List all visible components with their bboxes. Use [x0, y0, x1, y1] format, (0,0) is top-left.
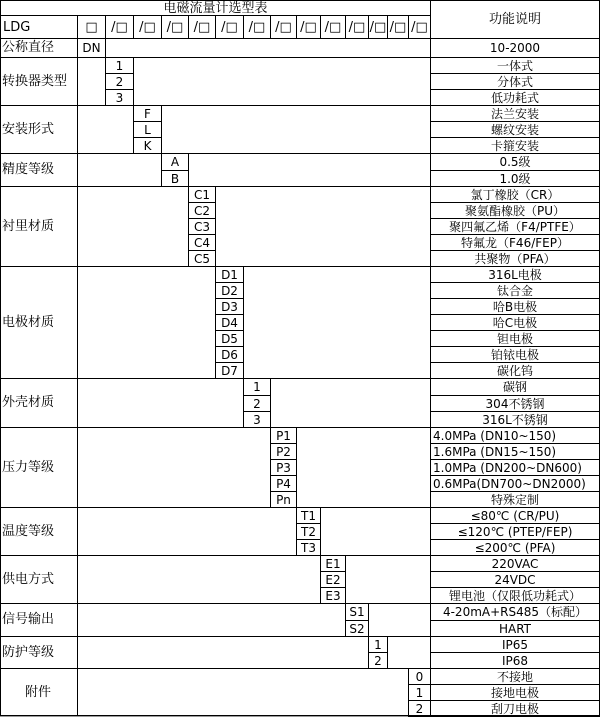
category-label: 安装形式 — [2, 121, 55, 137]
option-code-cell: D5 — [215, 330, 244, 347]
option-code-cell: E1 — [320, 555, 346, 572]
category-separator — [0, 555, 431, 556]
option-code-cell: 3 — [243, 411, 271, 428]
model-box-cell: /□ — [270, 15, 297, 39]
option-desc-cell: 共聚物（PFA） — [430, 250, 600, 267]
option-desc-cell: 卡箍安装 — [430, 137, 600, 154]
option-desc-cell: ≤200℃ (PFA) — [430, 539, 600, 556]
option-desc-cell: ≤80℃ (CR/PU) — [430, 507, 600, 524]
option-code-cell: D7 — [215, 362, 244, 379]
option-desc-cell: IP68 — [430, 652, 600, 669]
option-code-cell: P1 — [270, 427, 297, 444]
option-code-cell: B — [161, 170, 189, 187]
option-code-cell: D2 — [215, 282, 244, 299]
model-box-cell: /□ — [243, 15, 271, 39]
option-code-cell: S2 — [345, 620, 369, 637]
option-desc-cell: 接地电极 — [430, 684, 600, 701]
option-code-cell: P4 — [270, 475, 297, 492]
option-code-cell: Pn — [270, 491, 297, 508]
category-label: 外壳材质 — [2, 394, 55, 410]
model-box-cell: /□ — [345, 15, 369, 39]
option-desc-cell: 0.6MPa(DN700~DN2000) — [430, 475, 600, 492]
model-box-cell: /□ — [368, 15, 388, 39]
option-desc-cell: 4-20mA+RS485（标配） — [430, 603, 600, 621]
option-desc-cell: 钽电极 — [430, 330, 600, 347]
model-box-cell: /□ — [133, 15, 162, 39]
option-desc-cell: 10-2000 — [430, 38, 600, 58]
option-desc-cell: 铂铱电极 — [430, 346, 600, 363]
option-desc-cell: 锂电池（仅限低功耗式） — [430, 587, 600, 604]
option-desc-cell: 24VDC — [430, 571, 600, 588]
function-header: 功能说明 — [430, 0, 600, 39]
category-label: 信号输出 — [2, 611, 55, 627]
option-code-cell: C3 — [188, 218, 216, 235]
model-box-cell: /□ — [387, 15, 409, 39]
option-code-cell: 1 — [408, 684, 431, 701]
option-desc-cell: 316L不锈钢 — [430, 411, 600, 428]
option-code-cell: T2 — [296, 523, 321, 540]
option-code-cell: E2 — [320, 571, 346, 588]
option-desc-cell: 哈C电极 — [430, 314, 600, 331]
category-separator — [0, 57, 431, 58]
option-code-cell: 2 — [368, 652, 388, 669]
option-code-cell: S1 — [345, 603, 369, 621]
option-code-cell: 2 — [243, 395, 271, 412]
model-box-cell: /□ — [296, 15, 321, 39]
category-label: 精度等级 — [2, 161, 55, 177]
option-code-cell: C4 — [188, 234, 216, 251]
model-prefix: LDG — [0, 15, 78, 39]
option-code-cell: 0 — [408, 668, 431, 685]
category-separator — [0, 153, 431, 154]
option-desc-cell: HART — [430, 620, 600, 637]
model-box-cell: /□ — [161, 15, 189, 39]
model-box-cell: /□ — [105, 15, 134, 39]
category-label: 公称直径 — [2, 40, 55, 55]
option-desc-cell: 低功耗式 — [430, 89, 600, 106]
option-desc-cell: 1.6MPa (DN15~150) — [430, 443, 600, 460]
option-desc-cell: 1.0级 — [430, 170, 600, 187]
category-separator — [0, 105, 431, 106]
option-code-cell: K — [133, 137, 162, 154]
option-desc-cell: 不接地 — [430, 668, 600, 685]
option-code-cell: 1 — [368, 636, 388, 653]
category-separator — [0, 636, 431, 637]
category-label: 附件 — [24, 684, 51, 700]
option-desc-cell: 碳化钨 — [430, 362, 600, 379]
option-desc-cell: 哈B电极 — [430, 298, 600, 315]
option-desc-cell: 1.0MPa (DN200~DN600) — [430, 459, 600, 476]
option-desc-cell: 316L电极 — [430, 266, 600, 283]
function-column-border — [430, 0, 431, 716]
category-label: 防护等级 — [2, 644, 55, 660]
option-code-cell: C1 — [188, 186, 216, 203]
option-code-cell: D3 — [215, 298, 244, 315]
category-separator — [0, 378, 431, 379]
option-code-cell: T3 — [296, 539, 321, 556]
option-code-cell: 2 — [408, 700, 431, 717]
option-code-cell: P2 — [270, 443, 297, 460]
option-code-cell: 2 — [105, 73, 134, 90]
category-separator — [0, 427, 431, 428]
category-label: 压力等级 — [2, 459, 55, 475]
option-code-cell: D6 — [215, 346, 244, 363]
category-label: 转换器类型 — [2, 73, 68, 89]
option-desc-cell: 220VAC — [430, 555, 600, 572]
model-box-cell: /□ — [215, 15, 244, 39]
option-desc-cell: IP65 — [430, 636, 600, 653]
option-code-cell: D1 — [215, 266, 244, 283]
option-desc-cell: 一体式 — [430, 57, 600, 74]
option-code-cell: 3 — [105, 89, 134, 106]
model-box-cell: □ — [77, 15, 106, 39]
option-desc-cell: 氯丁橡胶（CR） — [430, 186, 600, 203]
label-column-border — [77, 15, 78, 716]
category-label: 供电方式 — [2, 571, 55, 587]
option-desc-cell: ≤120℃ (PTEP/FEP) — [430, 523, 600, 540]
option-desc-cell: 聚四氟乙烯（F4/PTFE） — [430, 218, 600, 235]
option-desc-cell: 特殊定制 — [430, 491, 600, 508]
model-box-cell: /□ — [188, 15, 216, 39]
option-desc-cell: 特氟龙（F46/FEP） — [430, 234, 600, 251]
option-desc-cell: 分体式 — [430, 73, 600, 90]
option-desc-cell: 法兰安装 — [430, 105, 600, 122]
option-code-cell: C2 — [188, 202, 216, 219]
option-code-cell: T1 — [296, 507, 321, 524]
option-desc-cell: 钛合金 — [430, 282, 600, 299]
category-separator — [0, 507, 431, 508]
option-desc-cell: 聚氨酯橡胶（PU） — [430, 202, 600, 219]
option-desc-cell: 304不锈钢 — [430, 395, 600, 412]
option-desc-cell: 4.0MPa (DN10~150) — [430, 427, 600, 444]
option-code-cell: L — [133, 121, 162, 138]
category-label: 衬里材质 — [2, 218, 55, 234]
option-code-cell: 1 — [243, 378, 271, 396]
option-code-cell: C5 — [188, 250, 216, 267]
option-code-cell: 1 — [105, 57, 134, 74]
model-box-cell: /□ — [408, 15, 431, 39]
model-box-cell: /□ — [320, 15, 346, 39]
category-label: 温度等级 — [2, 523, 55, 539]
option-desc-cell: 0.5级 — [430, 153, 600, 171]
option-code-cell: D4 — [215, 314, 244, 331]
option-code-cell: DN — [77, 38, 106, 58]
option-code-cell: E3 — [320, 587, 346, 604]
option-desc-cell: 碳钢 — [430, 378, 600, 396]
category-separator — [0, 668, 431, 669]
category-label: 电极材质 — [2, 315, 55, 330]
option-desc-cell: 刮刀电极 — [430, 700, 600, 717]
option-code-cell: A — [161, 153, 189, 171]
option-desc-cell: 螺纹安装 — [430, 121, 600, 138]
table-title: 电磁流量计选型表 — [0, 0, 431, 16]
option-code-cell: F — [133, 105, 162, 122]
option-code-cell: P3 — [270, 459, 297, 476]
